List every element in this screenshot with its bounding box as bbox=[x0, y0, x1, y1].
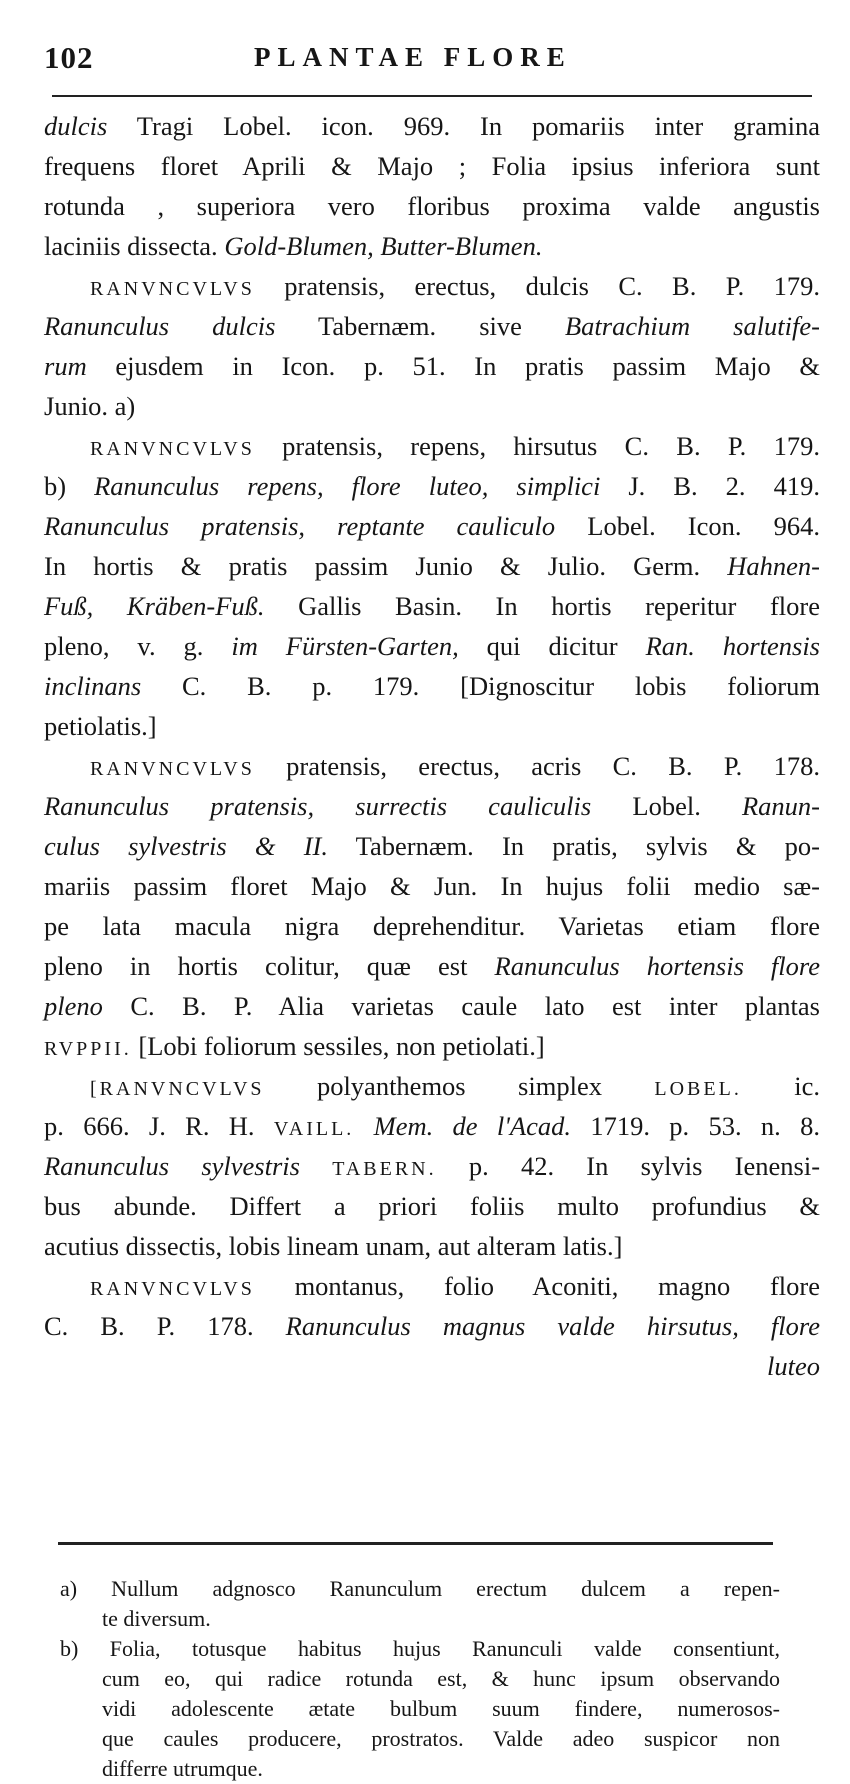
footnote-line: differre utrumque. bbox=[102, 1756, 263, 1781]
text-line: petiolatis.] bbox=[44, 711, 157, 741]
text-line: inclinans C. B. p. 179. [Dignoscitur lobis foliorum bbox=[44, 671, 820, 701]
text-line: Junio. a) bbox=[44, 391, 136, 421]
running-head: PLANTAE FLORE bbox=[254, 42, 572, 72]
text-line: rotunda , superiora vero floribus proxima valde angustis bbox=[44, 191, 820, 221]
entry-heading-line: [RANVNCVLVS polyanthemos simplex LOBEL. ic. bbox=[90, 1071, 821, 1101]
text-line: mariis passim floret Majo & Jun. In hujus folii medio sæ- bbox=[44, 871, 820, 901]
footnotes bbox=[60, 1574, 780, 1784]
catchword: luteo bbox=[767, 1351, 820, 1381]
footnote-line: cum eo, qui radice rotunda est, & hunc ipsum observando bbox=[102, 1666, 780, 1691]
text-line: rum ejusdem in Icon. p. 51. In pratis passim Majo & bbox=[44, 351, 820, 381]
text-line: Ranunculus pratensis, surrectis cauliculis Lobel. Ranun- bbox=[44, 791, 820, 821]
text-line: laciniis dissecta. Gold-Blumen, Butter-Blumen. bbox=[44, 231, 543, 261]
text-line: frequens floret Aprili & Majo ; Folia ipsius inferiora sunt bbox=[44, 151, 820, 181]
text-line: pleno in hortis colitur, quæ est Ranunculus hortensis flore bbox=[44, 951, 821, 981]
footnote-line: te diversum. bbox=[102, 1606, 211, 1631]
text-line: pleno, v. g. im Fürsten-Garten, qui dicitur Ran. hortensis bbox=[44, 631, 820, 661]
footnote-line: a) Nullum adgnosco Ranunculum erectum dulcem a repen- bbox=[60, 1576, 780, 1601]
page-number: 102 bbox=[44, 40, 94, 75]
text-line: p. 666. J. R. H. VAILL. Mem. de l'Acad. 1719. p. 53. n. 8. bbox=[44, 1111, 821, 1141]
entry-heading-line: RANVNCVLVS montanus, folio Aconiti, magno flore bbox=[90, 1271, 820, 1301]
genus-name: RANVNCVLVS bbox=[90, 758, 255, 780]
genus-name: RANVNCVLVS bbox=[90, 278, 255, 300]
text-line: culus sylvestris & II. Tabernæm. In pratis, sylvis & po- bbox=[44, 831, 821, 861]
header-rule bbox=[52, 95, 812, 97]
genus-name: RANVNCVLVS bbox=[90, 438, 255, 460]
text-line: acutius dissectis, lobis lineam unam, aut alteram latis.] bbox=[44, 1231, 623, 1261]
text-line: Ranunculus sylvestris TABERN. p. 42. In sylvis Ienensi- bbox=[44, 1151, 821, 1181]
text-line: pleno C. B. P. Alia varietas caule lato est inter plantas bbox=[44, 991, 820, 1021]
text-line: In hortis & pratis passim Junio & Julio. Germ. Hahnen- bbox=[44, 551, 820, 581]
text-line: Fuß, Kräben-Fuß. Gallis Basin. In hortis reperitur flore bbox=[44, 591, 820, 621]
text-line: dulcis Tragi Lobel. icon. 969. In pomariis inter gramina bbox=[44, 111, 820, 141]
entry-heading-line: RANVNCVLVS pratensis, repens, hirsutus C. B. P. 179. bbox=[90, 431, 820, 461]
text-line: bus abunde. Differt a priori foliis multo profundius & bbox=[44, 1191, 820, 1221]
footnote-line: b) Folia, totusque habitus hujus Ranunculi valde consentiunt, bbox=[60, 1636, 780, 1661]
page-header bbox=[44, 40, 804, 84]
footnote-line: vidi adolescente ætate bulbum suum findere, numerosos- bbox=[102, 1696, 780, 1721]
entry-heading-line: RANVNCVLVS pratensis, erectus, acris C. B. P. 178. bbox=[90, 751, 820, 781]
genus-name: [RANVNCVLVS bbox=[90, 1078, 265, 1100]
text-line: b) Ranunculus repens, flore luteo, simplici J. B. 2. 419. bbox=[44, 471, 820, 501]
text-line: pe lata macula nigra deprehenditur. Varietas etiam flore bbox=[44, 911, 820, 941]
footnote-line: que caules producere, prostratos. Valde adeo suspicor non bbox=[102, 1726, 780, 1751]
entry-heading-line: RANVNCVLVS pratensis, erectus, dulcis C. B. P. 179. bbox=[90, 271, 820, 301]
text-line: C. B. P. 178. Ranunculus magnus valde hirsutus, flore bbox=[44, 1311, 820, 1341]
text-line: Ranunculus dulcis Tabernæm. sive Batrachium salutife- bbox=[44, 311, 820, 341]
text-line: Ranunculus pratensis, reptante cauliculo Lobel. Icon. 964. bbox=[44, 511, 820, 541]
footnote-rule bbox=[58, 1542, 773, 1545]
text-line: RVPPII. [Lobi foliorum sessiles, non petiolati.] bbox=[44, 1031, 545, 1061]
genus-name: RANVNCVLVS bbox=[90, 1278, 255, 1300]
main-text-column bbox=[44, 106, 820, 1386]
